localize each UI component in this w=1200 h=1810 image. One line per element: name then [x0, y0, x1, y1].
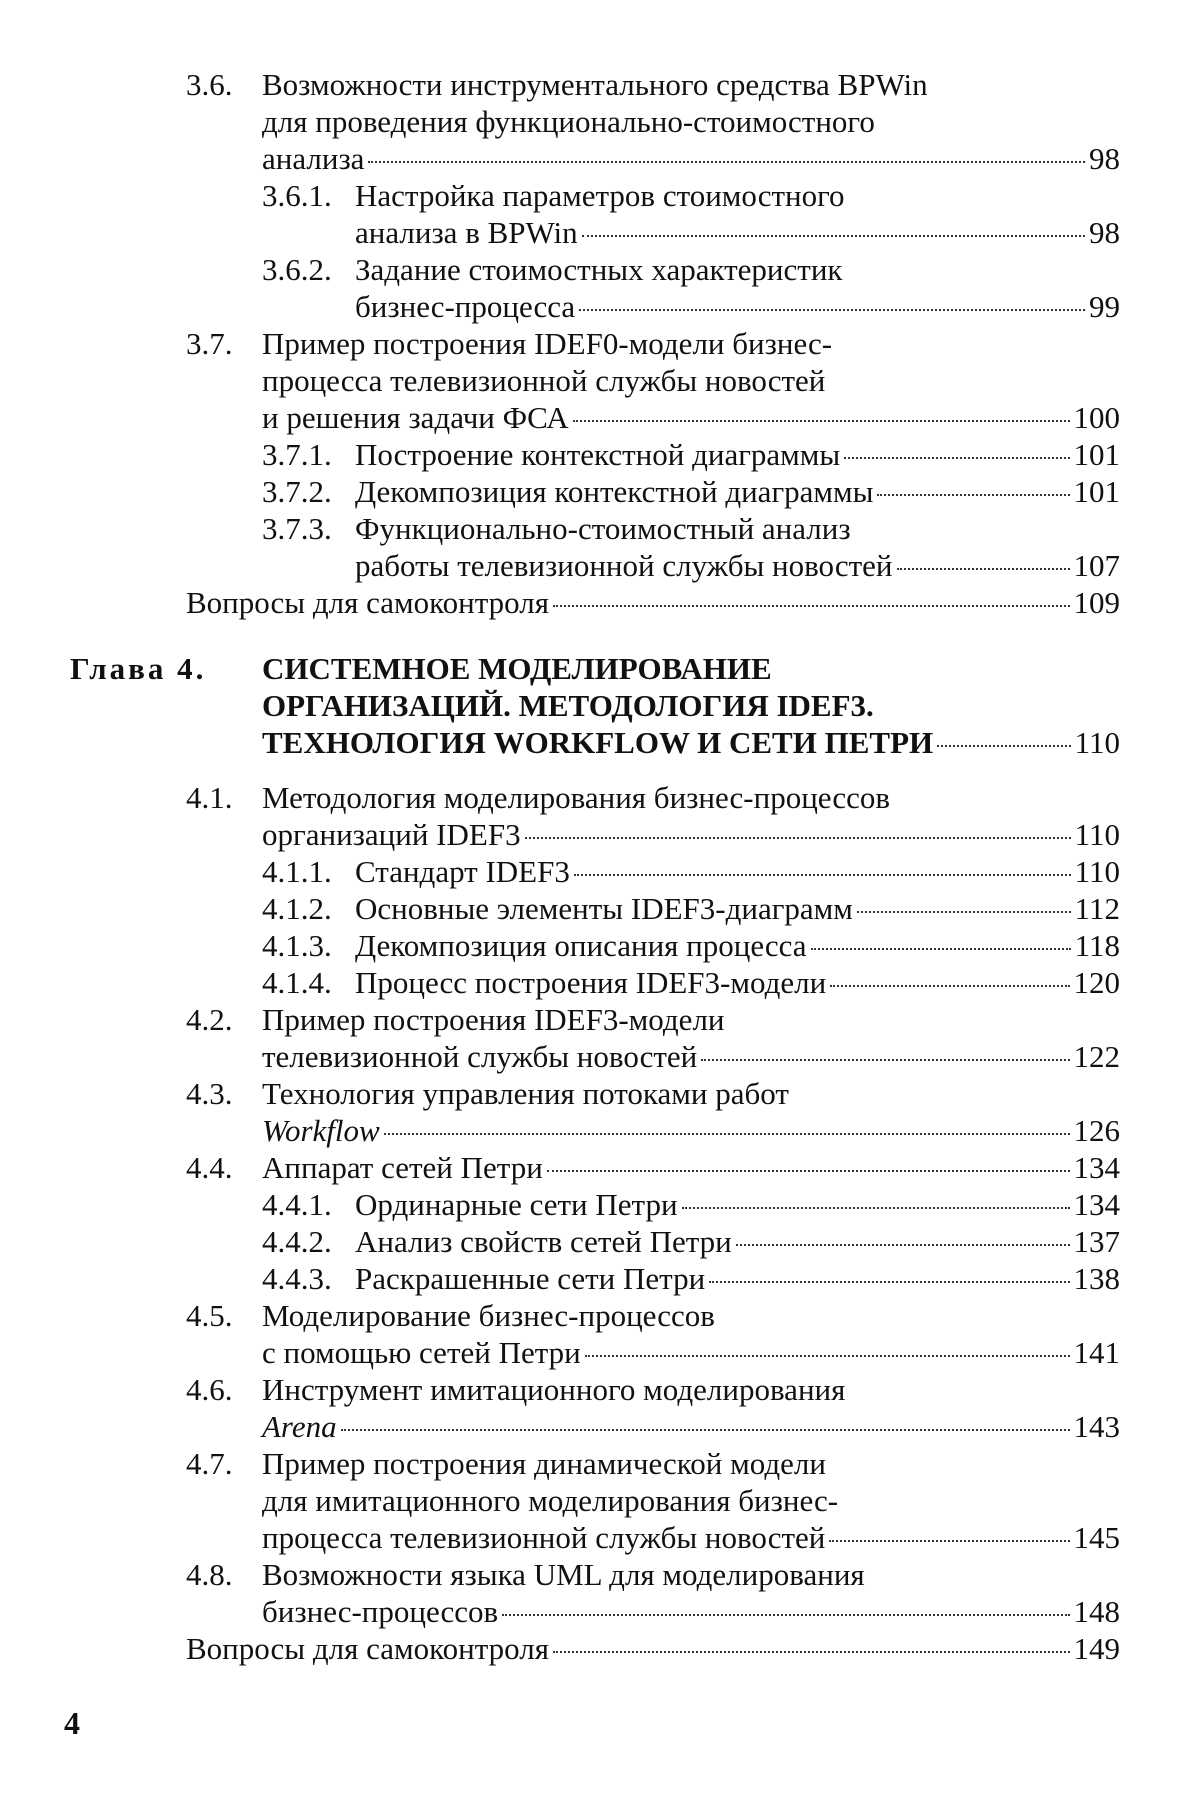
toc-entry-text: и решения задачи ФСА	[262, 400, 569, 435]
toc-entry-number: 3.7.2.	[262, 474, 332, 509]
dot-leader	[897, 568, 1070, 570]
toc-entry-text: Декомпозиция описания процесса	[355, 928, 807, 963]
dot-leader	[502, 1614, 1069, 1616]
dot-leader	[384, 1133, 1070, 1135]
toc-page-number: 100	[1073, 400, 1120, 435]
toc-entry-text: Workflow	[262, 1113, 380, 1148]
toc-entry-text: Пример построения IDEF0-модели бизнес-	[262, 326, 833, 361]
toc-entry-number: 4.5.	[186, 1298, 233, 1333]
dot-leader	[844, 457, 1069, 459]
dot-leader	[547, 1170, 1070, 1172]
toc-entry-text: организаций IDEF3	[262, 817, 521, 852]
toc-entry-number: 4.4.	[186, 1150, 233, 1185]
toc-page-number: 149	[1073, 1631, 1120, 1666]
toc-page-number: 109	[1073, 585, 1120, 620]
toc-page-number: 143	[1073, 1409, 1120, 1444]
toc-entry-number: 3.7.1.	[262, 437, 332, 472]
toc-entry-number: 4.1.4.	[262, 965, 332, 1000]
toc-entry-text: телевизионной службы новостей	[262, 1039, 698, 1074]
page-number: 4	[64, 1705, 80, 1741]
toc-page-number: 145	[1073, 1520, 1120, 1555]
toc-entry-text: Основные элементы IDEF3-диаграмм	[355, 891, 853, 926]
toc-page-number: 107	[1073, 548, 1120, 583]
toc-entry-text: Процесс построения IDEF3-модели	[355, 965, 827, 1000]
dot-leader	[579, 309, 1085, 311]
toc-entry-number: 4.4.3.	[262, 1261, 332, 1296]
toc-page-number: 118	[1074, 928, 1120, 963]
toc-page-number: 134	[1073, 1150, 1120, 1185]
toc-page-number: 101	[1073, 437, 1120, 472]
toc-entry-number: 4.1.3.	[262, 928, 332, 963]
dot-leader	[736, 1244, 1070, 1246]
toc-page-number: 110	[1074, 817, 1120, 852]
toc-page-number: 112	[1074, 891, 1120, 926]
dot-leader	[341, 1429, 1070, 1431]
toc-entry-number: 4.1.1.	[262, 854, 332, 889]
dot-leader	[553, 1651, 1070, 1653]
dot-leader	[877, 494, 1069, 496]
toc-entry-number: 4.4.2.	[262, 1224, 332, 1259]
chapter-label: Глава 4.	[70, 651, 207, 686]
dot-leader	[701, 1059, 1069, 1061]
toc-entry-text: Инструмент имитационного моделирования	[262, 1372, 846, 1407]
toc-entry-number: 4.1.	[186, 780, 233, 815]
toc-page-number: 110	[1074, 725, 1120, 760]
toc-entry-number: 3.7.3.	[262, 511, 332, 546]
toc-entry-text: Настройка параметров стоимостного	[355, 178, 845, 213]
toc-entry-number: 4.2.	[186, 1002, 233, 1037]
toc-page-number: 148	[1073, 1594, 1120, 1629]
dot-leader	[574, 874, 1071, 876]
dot-leader	[573, 420, 1070, 422]
toc-entry-text: Вопросы для самоконтроля	[186, 585, 549, 620]
toc-page-number: 98	[1089, 215, 1120, 250]
dot-leader	[830, 985, 1069, 987]
dot-leader	[525, 837, 1071, 839]
toc-page-number: 138	[1073, 1261, 1120, 1296]
dot-leader	[368, 161, 1085, 163]
toc-entry-text: Пример построения IDEF3-модели	[262, 1002, 725, 1037]
dot-leader	[811, 948, 1071, 950]
toc-entry-text: Arena	[262, 1409, 337, 1444]
toc-page-number: 122	[1073, 1039, 1120, 1074]
toc-entry-text: процесса телевизионной службы новостей	[262, 363, 826, 398]
toc-page-number: 110	[1074, 854, 1120, 889]
dot-leader	[857, 911, 1071, 913]
toc-entry-number: 4.8.	[186, 1557, 233, 1592]
toc-entry-text: Стандарт IDEF3	[355, 854, 570, 889]
toc-page-number: 98	[1089, 141, 1120, 176]
toc-entry-text: Вопросы для самоконтроля	[186, 1631, 549, 1666]
toc-entry-text: Возможности инструментального средства BPWin	[262, 67, 928, 102]
toc-entry-number: 4.4.1.	[262, 1187, 332, 1222]
toc-page-number: 137	[1073, 1224, 1120, 1259]
toc-entry-number: 4.7.	[186, 1446, 233, 1481]
toc-entry-text: Раскрашенные сети Петри	[355, 1261, 706, 1296]
dot-leader	[709, 1281, 1069, 1283]
toc-entry-text: для проведения функционально-стоимостного	[262, 104, 875, 139]
dot-leader	[682, 1207, 1070, 1209]
dot-leader	[829, 1540, 1069, 1542]
toc-entry-text: Моделирование бизнес-процессов	[262, 1298, 715, 1333]
dot-leader	[585, 1355, 1070, 1357]
toc-page-number: 134	[1073, 1187, 1120, 1222]
chapter-title-line: СИСТЕМНОЕ МОДЕЛИРОВАНИЕ	[262, 651, 772, 686]
toc-entry-text: процесса телевизионной службы новостей	[262, 1520, 826, 1555]
toc-entry-text: Методология моделирования бизнес-процессов	[262, 780, 890, 815]
chapter-heading	[0, 650, 1120, 761]
toc-entry-text: Задание стоимостных характеристик	[355, 252, 843, 287]
toc-entry-number: 3.6.	[186, 67, 233, 102]
toc-page-number: 126	[1073, 1113, 1120, 1148]
toc-entry-text: анализа	[262, 141, 365, 176]
chapter-title-line: ТЕХНОЛОГИЯ WORKFLOW И СЕТИ ПЕТРИ	[262, 725, 934, 760]
toc-entry-text: Декомпозиция контекстной диаграммы	[355, 474, 874, 509]
toc-page-number: 99	[1089, 289, 1120, 324]
toc-entry-text: бизнес-процессов	[262, 1594, 499, 1629]
toc-entry-text: анализа в BPWin	[355, 215, 578, 250]
toc-page-number: 120	[1073, 965, 1120, 1000]
dot-leader	[582, 235, 1085, 237]
toc-entry-text: для имитационного моделирования бизнес-	[262, 1483, 839, 1518]
toc-entry-number: 4.6.	[186, 1372, 233, 1407]
dot-leader	[553, 605, 1070, 607]
toc-entry-text: Возможности языка UML для моделирования	[262, 1557, 865, 1592]
toc-entry-number: 3.6.2.	[262, 252, 332, 287]
toc-entry-text: Ординарные сети Петри	[355, 1187, 678, 1222]
toc-entry-text: бизнес-процесса	[355, 289, 576, 324]
toc-entry-text: Аппарат сетей Петри	[262, 1150, 543, 1185]
toc-entry-text: Анализ свойств сетей Петри	[355, 1224, 732, 1259]
toc-entry-text: с помощью сетей Петри	[262, 1335, 581, 1370]
toc-entry-text: Технология управления потоками работ	[262, 1076, 789, 1111]
toc-entry-text: работы телевизионной службы новостей	[355, 548, 893, 583]
toc-entry-number: 3.6.1.	[262, 178, 332, 213]
toc-entry-text: Пример построения динамической модели	[262, 1446, 826, 1481]
toc-page-number: 101	[1073, 474, 1120, 509]
toc-entry-text: Построение контекстной диаграммы	[355, 437, 841, 472]
chapter-title-line: ОРГАНИЗАЦИЙ. МЕТОДОЛОГИЯ IDEF3.	[262, 688, 874, 723]
dot-leader	[937, 745, 1071, 747]
toc-entry-number: 4.1.2.	[262, 891, 332, 926]
toc-entry-number: 4.3.	[186, 1076, 233, 1111]
toc-entry-number: 3.7.	[186, 326, 233, 361]
toc-page-number: 141	[1073, 1335, 1120, 1370]
toc-entry-text: Функционально-стоимостный анализ	[355, 511, 851, 546]
